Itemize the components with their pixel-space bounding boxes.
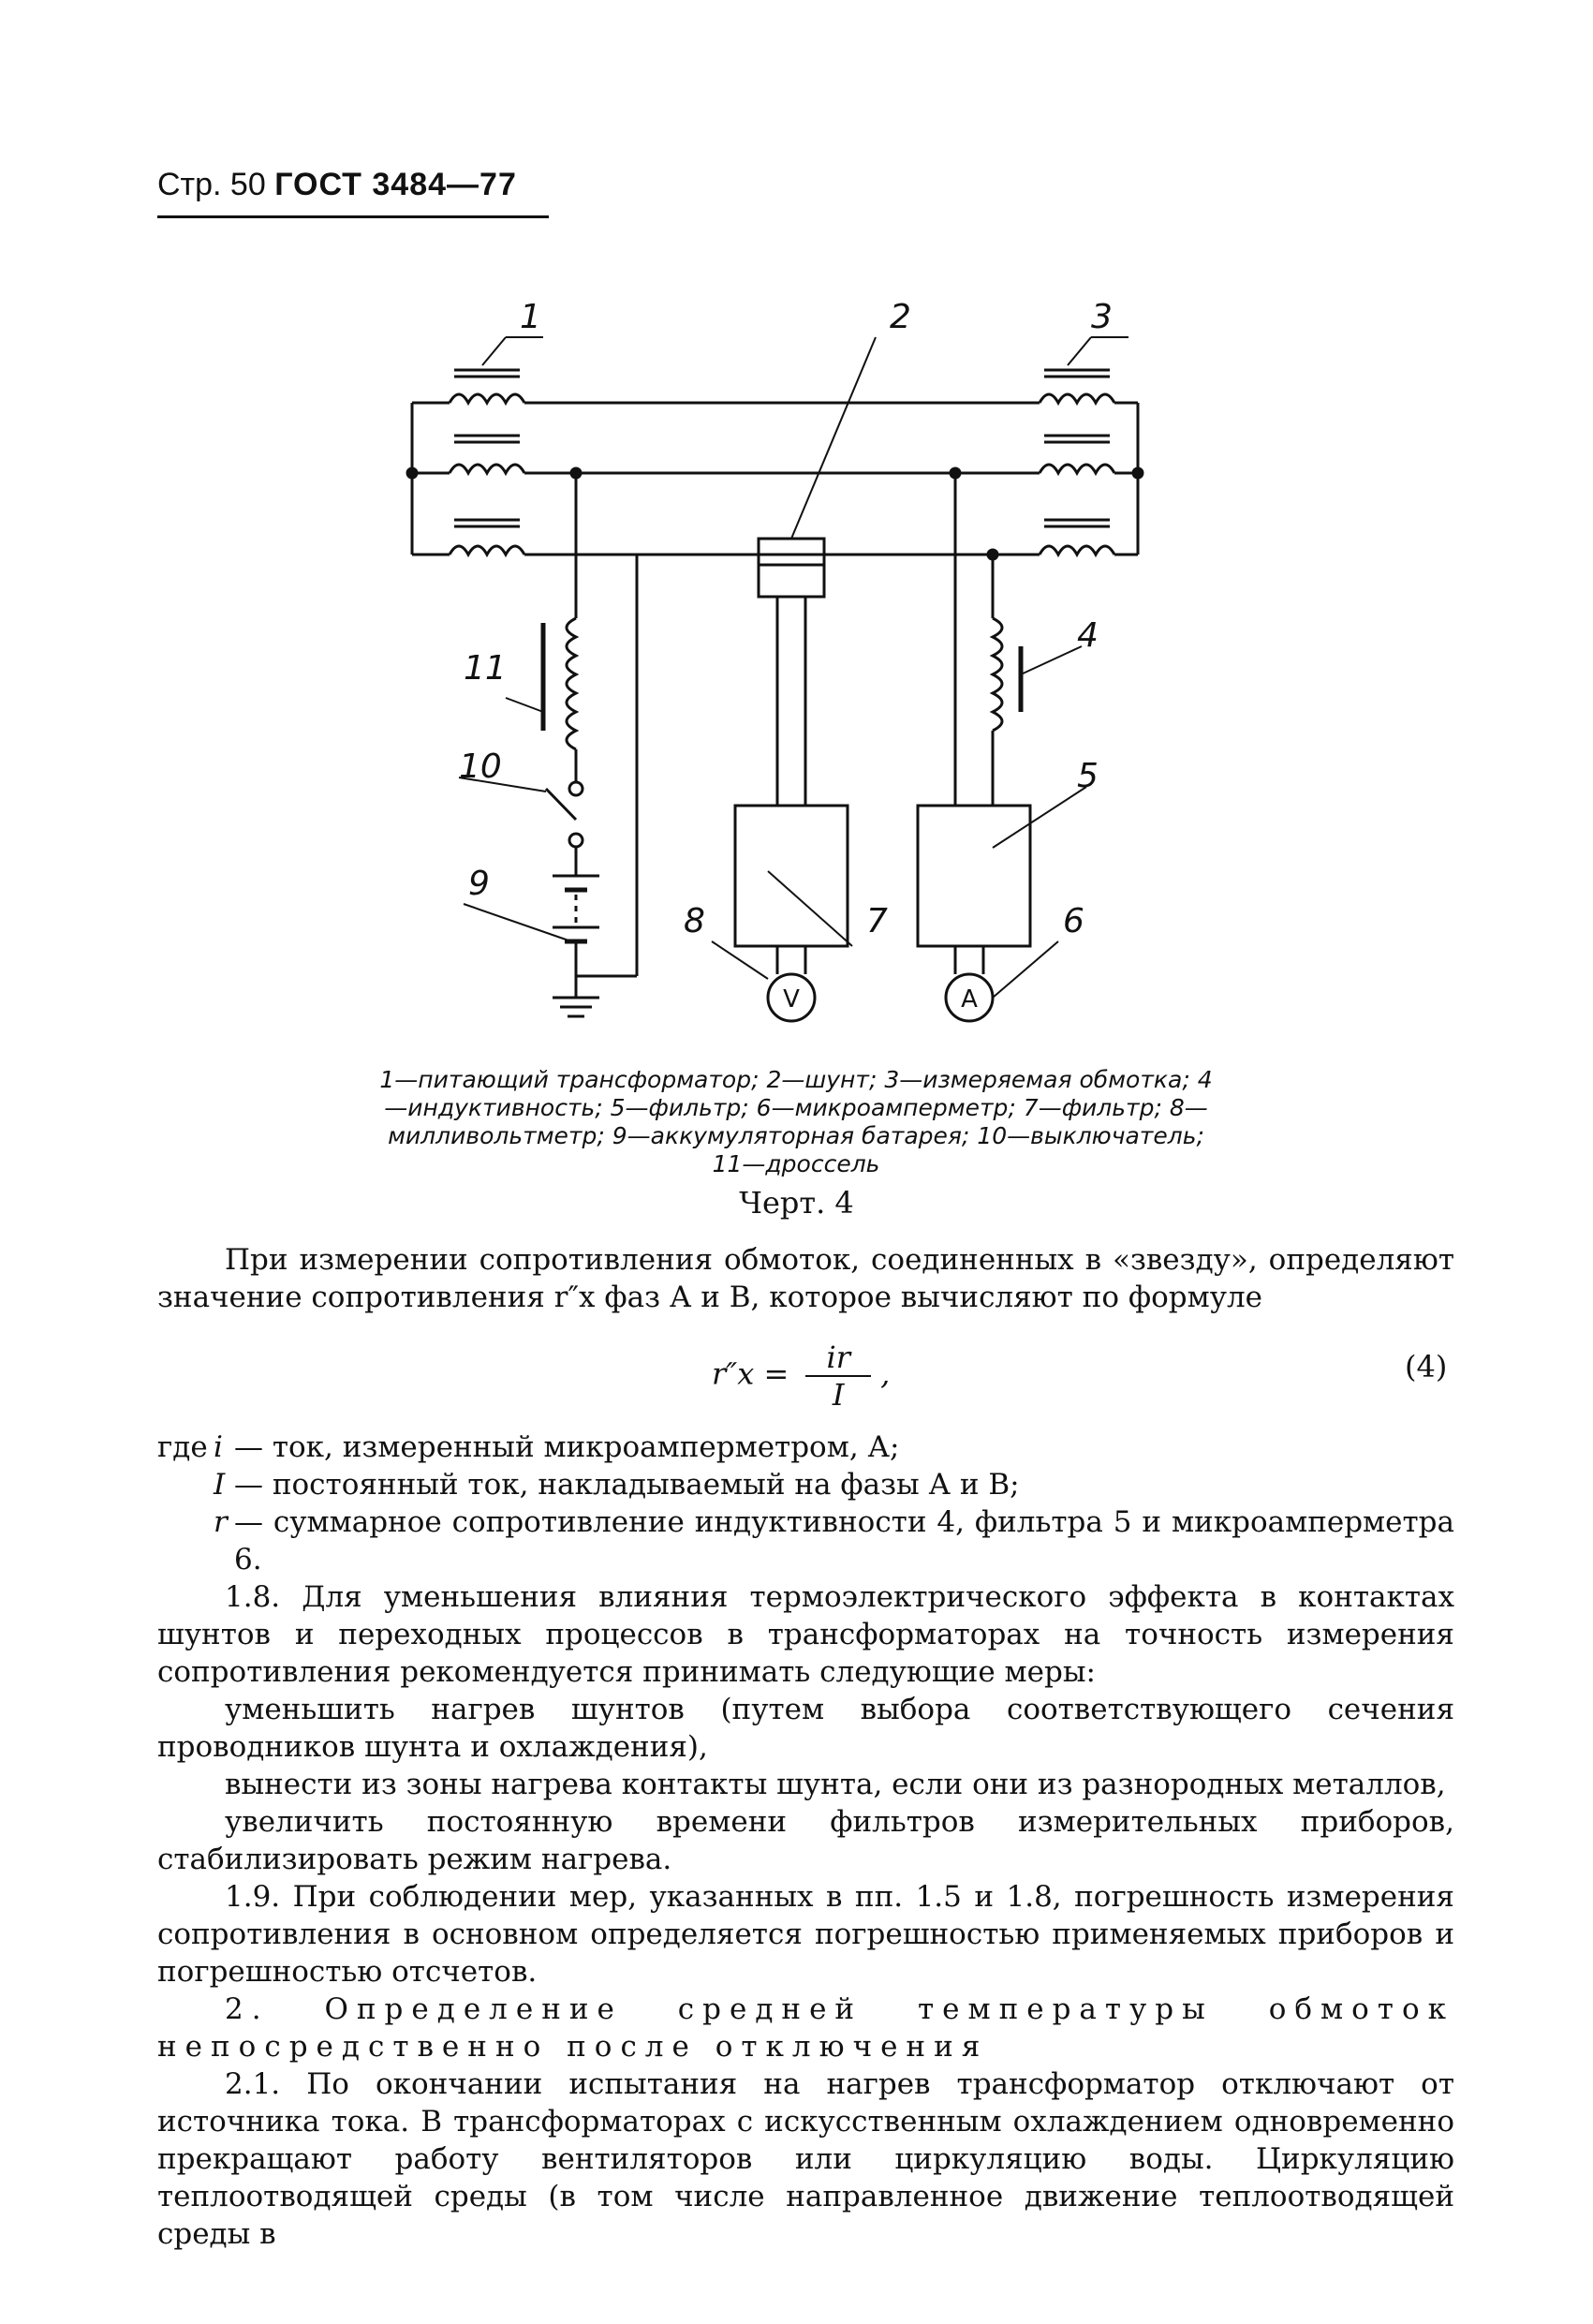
legend-symbol: I xyxy=(214,1468,226,1502)
caption-text: —дроссель xyxy=(742,1150,880,1177)
caption-num: 11 xyxy=(712,1150,743,1177)
formula xyxy=(712,1340,890,1413)
millivoltmeter-symbol: V xyxy=(783,985,800,1014)
caption-num: 7 xyxy=(1023,1094,1039,1121)
intro-text: При измерении сопротивления обмоток, соединенных в «звезду», определяют значение сопротивления r″x фаз А и В, которое вычисляют по формуле xyxy=(157,1243,1454,1314)
formula-number: (4) xyxy=(1405,1349,1448,1384)
caption-num: 3 xyxy=(884,1066,900,1093)
microammeter-symbol: A xyxy=(961,985,978,1014)
measure-item: вынести из зоны нагрева контакты шунта, если они из разнородных металлов, xyxy=(225,1768,1446,1801)
caption-text: —измеряемая обмотка; xyxy=(899,1066,1198,1093)
formula-lhs: r″x = xyxy=(712,1355,789,1392)
label-4: 4 xyxy=(1077,616,1099,655)
label-1: 1 xyxy=(520,298,541,336)
standard-code: ГОСТ 3484—77 xyxy=(274,167,517,202)
label-3: 3 xyxy=(1091,298,1113,336)
supply-transformer xyxy=(450,370,524,555)
legend xyxy=(157,1428,1454,1578)
paragraph-2-1: 2.1. По окончании испытания на нагрев трансформатор отключают от источника тока. В трансформаторах с искусственным охлаждением одновременно прекращают работу вентиляторов или циркуляцию воды. Циркуляцию теплоотводящей среды (в том числе направленное движение теплоотводящей среды в xyxy=(157,2067,1454,2251)
measure-item: уменьшить нагрев шунтов (путем выбора соответствующего сечения проводников шунта и охлаждения), xyxy=(157,1693,1454,1764)
measured-winding xyxy=(1040,370,1114,555)
legend-text: — постоянный ток, накладываемый на фазы А и В; xyxy=(234,1468,1020,1502)
figure-name: Черт. 4 xyxy=(739,1185,854,1221)
label-9: 9 xyxy=(468,865,490,903)
label-7: 7 xyxy=(866,902,888,940)
label-2: 2 xyxy=(890,298,911,336)
legend-text: — ток, измеренный микроамперметром, А; xyxy=(234,1430,900,1464)
section-2-heading: 2. Определение средней температуры обмоток непосредственно после отключения xyxy=(157,1992,1454,2064)
label-10: 10 xyxy=(459,748,502,786)
page-number: Стр. 50 xyxy=(157,167,266,202)
legend-row xyxy=(157,1428,1454,1466)
caption-text: —аккумуляторная батарея; xyxy=(627,1122,978,1149)
caption-text: —фильтр; xyxy=(625,1094,757,1121)
label-8: 8 xyxy=(684,902,705,940)
formula-fraction xyxy=(805,1340,871,1413)
where-label: где xyxy=(157,1430,208,1464)
formula-numerator: ir xyxy=(805,1340,871,1377)
caption-num: 4 xyxy=(1197,1066,1213,1093)
caption-text: —индуктивность; xyxy=(384,1094,611,1121)
legend-row xyxy=(157,1466,1454,1503)
legend-symbol: i xyxy=(214,1430,223,1464)
caption-num: 1 xyxy=(379,1066,395,1093)
caption-text: —выключатель; xyxy=(1007,1122,1204,1149)
caption-num: 5 xyxy=(610,1094,626,1121)
intro-paragraph xyxy=(157,1241,1454,1316)
caption-text: —питающий трансформатор; xyxy=(394,1066,767,1093)
formula-denominator: I xyxy=(832,1377,845,1413)
paragraph-1-9: 1.9. При соблюдении мер, указанных в пп. 1.5 и 1.8, погрешность измерения сопротивления в основном определяется погрешностью применяемых приборов и погрешностью отсчетов. xyxy=(157,1880,1454,1989)
label-5: 5 xyxy=(1077,757,1099,795)
caption-num: 10 xyxy=(977,1122,1008,1149)
caption-text: —фильтр; xyxy=(1038,1094,1170,1121)
caption-num: 8 xyxy=(1169,1094,1185,1121)
body-text xyxy=(157,1578,1454,2253)
paragraph-1-8: 1.8. Для уменьшения влияния термоэлектрического эффекта в контактах шунтов и переходных процессов в трансформаторах на точность измерения сопротивления рекомендуется принимать следующие меры: xyxy=(157,1580,1454,1689)
formula-tail: , xyxy=(880,1355,891,1392)
figure-caption xyxy=(375,1066,1217,1178)
measure-item: увеличить постоянную времени фильтров измерительных приборов, стабилизировать режим нагрева. xyxy=(157,1805,1454,1876)
caption-text: —милливольтметр; xyxy=(388,1094,1208,1149)
caption-text: —микроамперметр; xyxy=(771,1094,1024,1121)
caption-num: 9 xyxy=(612,1122,627,1149)
label-11: 11 xyxy=(464,649,507,688)
legend-text: — суммарное сопротивление индуктивности 4, фильтра 5 и микроамперметра 6. xyxy=(234,1505,1454,1576)
caption-num: 2 xyxy=(766,1066,782,1093)
legend-symbol: r xyxy=(214,1505,228,1539)
caption-num: 6 xyxy=(756,1094,772,1121)
legend-row xyxy=(157,1503,1454,1578)
label-6: 6 xyxy=(1063,902,1084,940)
circuit-diagram xyxy=(0,0,1593,1058)
caption-text: —шунт; xyxy=(781,1066,885,1093)
